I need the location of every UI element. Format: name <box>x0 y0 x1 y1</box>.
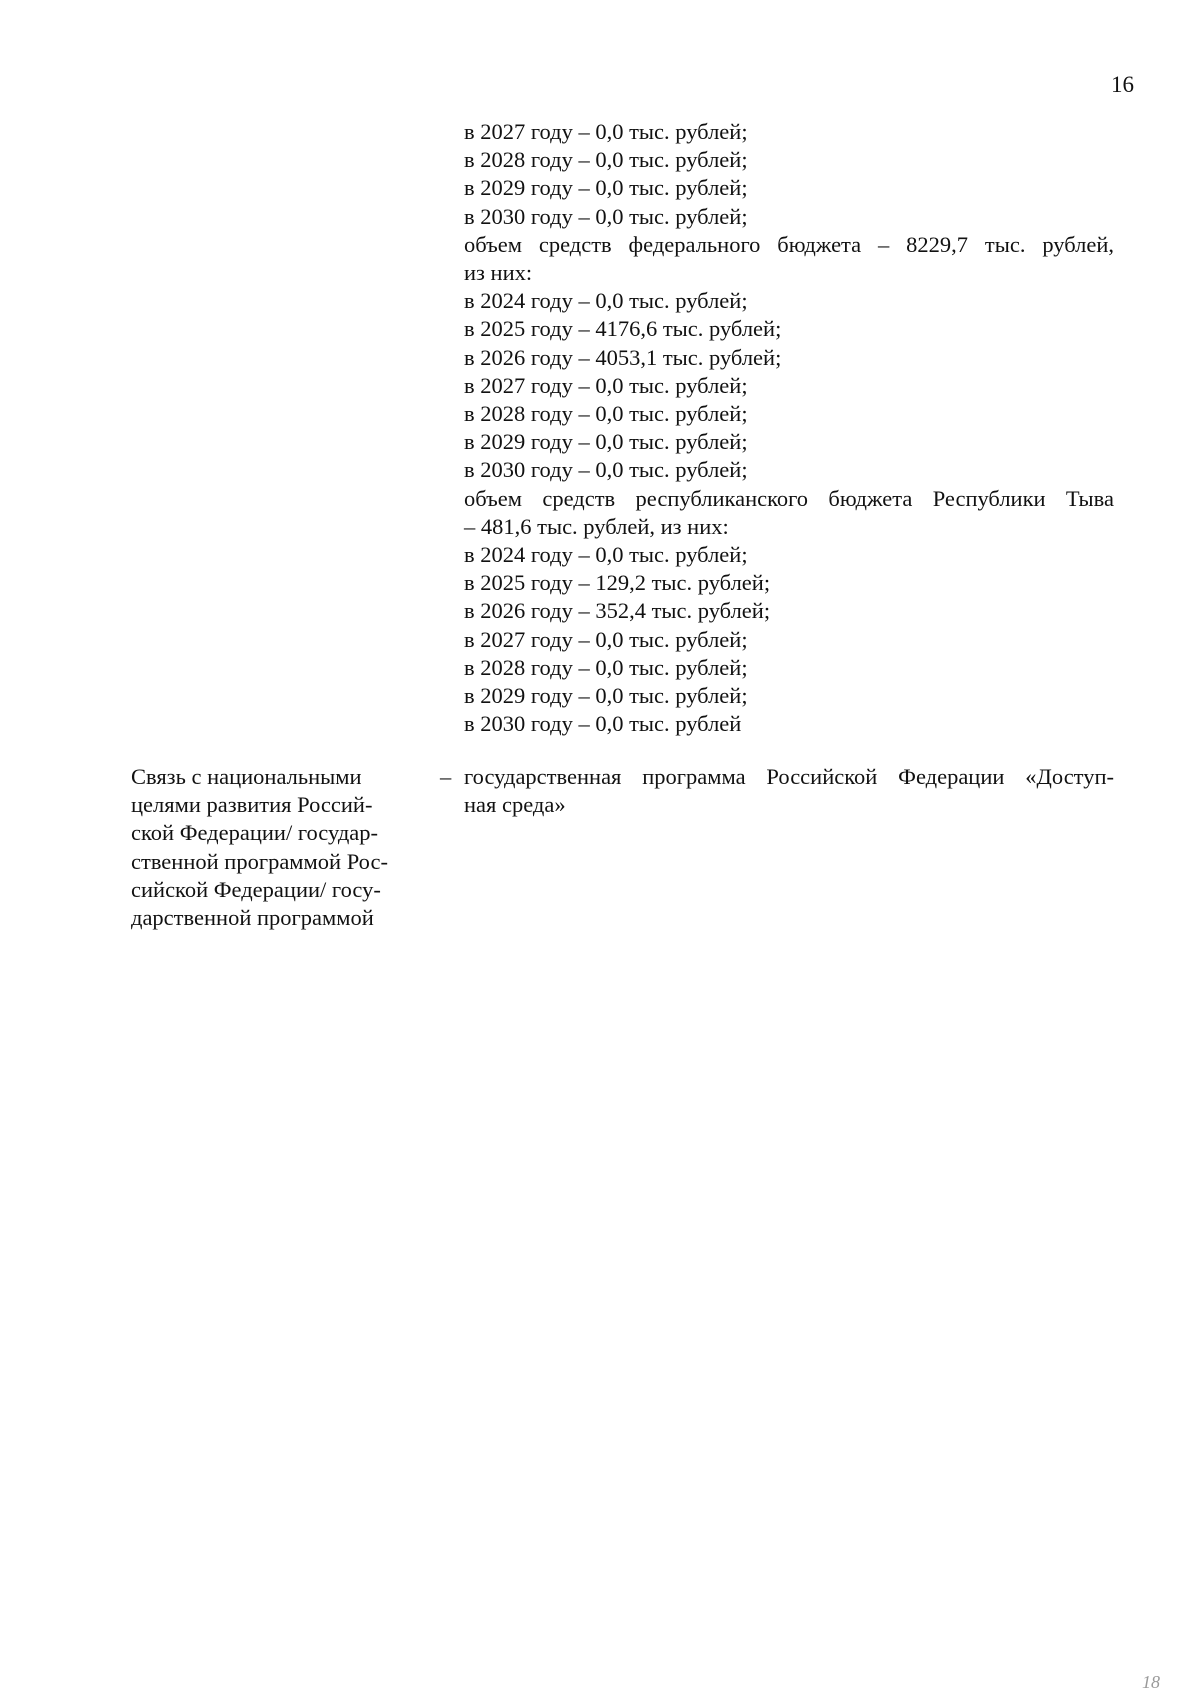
funding-line: из них: <box>464 260 533 286</box>
funding-line: в 2028 году – 0,0 тыс. рублей; <box>464 147 748 173</box>
row-value-line: государственная программа Российской Федерации «Доступ- <box>464 764 1114 789</box>
row-label-line: ственной программой Рос- <box>131 848 388 874</box>
funding-line: в 2029 году – 0,0 тыс. рублей; <box>464 429 748 455</box>
row-label-line: дарственной программой <box>131 905 374 931</box>
funding-breakdown <box>464 118 1114 738</box>
funding-line: в 2026 году – 352,4 тыс. рублей; <box>464 598 771 624</box>
funding-line: в 2026 году – 4053,1 тыс. рублей; <box>464 344 782 370</box>
funding-line: в 2030 году – 0,0 тыс. рублей; <box>464 457 748 483</box>
row-label-line: Связь с национальными <box>131 764 362 789</box>
funding-line: в 2030 году – 0,0 тыс. рублей; <box>464 203 748 229</box>
funding-line: в 2025 году – 4176,6 тыс. рублей; <box>464 316 782 342</box>
funding-line: в 2030 году – 0,0 тыс. рублей <box>464 711 742 737</box>
republic-budget-total: объем средств республиканского бюджета Республики Тыва <box>464 485 1114 511</box>
funding-line: в 2027 году – 0,0 тыс. рублей; <box>464 119 748 144</box>
funding-line: в 2028 году – 0,0 тыс. рублей; <box>464 401 748 427</box>
funding-line: в 2025 году – 129,2 тыс. рублей; <box>464 570 771 596</box>
funding-line: – 481,6 тыс. рублей, из них: <box>464 513 729 539</box>
row-value-line: ная среда» <box>464 792 566 818</box>
funding-line: в 2024 году – 0,0 тыс. рублей; <box>464 542 748 568</box>
row-dash: – <box>440 764 452 789</box>
funding-line: в 2028 году – 0,0 тыс. рублей; <box>464 654 748 680</box>
row-value <box>464 763 1114 819</box>
funding-line: в 2029 году – 0,0 тыс. рублей; <box>464 683 748 709</box>
row-label-line: сийской Федерации/ госу- <box>131 876 381 902</box>
funding-line: в 2029 году – 0,0 тыс. рублей; <box>464 175 748 201</box>
funding-line: в 2027 году – 0,0 тыс. рублей; <box>464 372 748 398</box>
page-number: 16 <box>1111 72 1134 97</box>
federal-budget-total: объем средств федерального бюджета – 8229,7 тыс. рублей, <box>464 231 1114 257</box>
funding-line: в 2024 году – 0,0 тыс. рублей; <box>464 288 748 314</box>
handwritten-page-mark: 18 <box>1142 1672 1160 1692</box>
row-label-line: ской Федерации/ государ- <box>131 820 379 846</box>
row-label <box>131 763 421 932</box>
funding-line: в 2027 году – 0,0 тыс. рублей; <box>464 626 748 652</box>
row-label-line: целями развития Россий- <box>131 792 373 818</box>
